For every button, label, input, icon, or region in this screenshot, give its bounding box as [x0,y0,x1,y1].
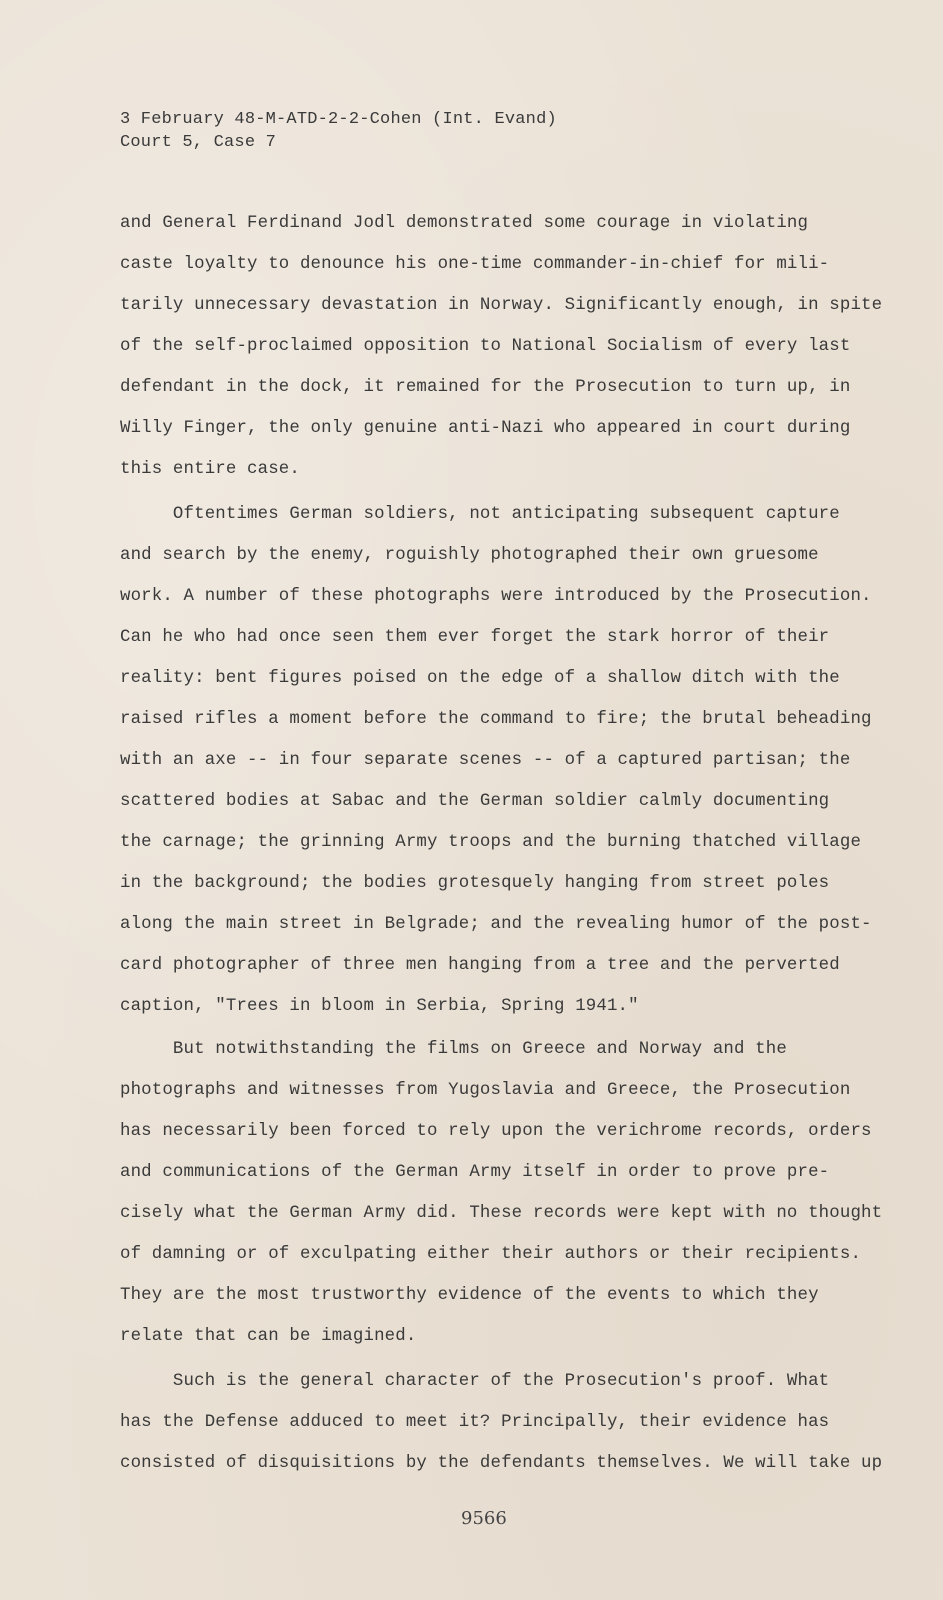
text-line: and communications of the German Army itself in order to prove pre- [120,1163,830,1182]
text-line: defendant in the dock, it remained for the Prosecution to turn up, in [120,378,851,397]
text-line: work. A number of these photographs were introduced by the Prosecution. [120,587,872,606]
text-line: relate that can be imagined. [120,1327,417,1346]
text-line: tarily unnecessary devastation in Norway. Significantly enough, in spite [120,296,883,315]
text-line: caste loyalty to denounce his one-time commander-in-chief for mili- [120,255,830,274]
text-line: and General Ferdinand Jodl demonstrated some courage in violating [120,214,809,233]
text-line: has the Defense adduced to meet it? Principally, their evidence has [120,1413,830,1432]
text-line: along the main street in Belgrade; and the revealing humor of the post- [120,915,872,934]
text-line: Can he who had once seen them ever forget the stark horror of their [120,628,830,647]
text-line: card photographer of three men hanging from a tree and the perverted [120,956,840,975]
text-line: caption, "Trees in bloom in Serbia, Spring 1941." [120,997,639,1016]
text-line: cisely what the German Army did. These records were kept with no thought [120,1204,883,1223]
header-line-2: Court 5, Case 7 [120,133,277,152]
text-line: has necessarily been forced to rely upon the verichrome records, orders [120,1122,872,1141]
text-line: Oftentimes German soldiers, not anticipating subsequent capture [120,505,840,524]
text-line: Willy Finger, the only genuine anti-Nazi who appeared in court during [120,419,851,438]
text-line: the carnage; the grinning Army troops and the burning thatched village [120,833,862,852]
document-header [120,108,557,154]
text-line: Such is the general character of the Prosecution's proof. What [120,1372,830,1391]
header-line-1: 3 February 48-M-ATD-2-2-Cohen (Int. Evand) [120,110,557,129]
text-line: of damning or of exculpating either their authors or their recipients. [120,1245,862,1264]
text-line: this entire case. [120,460,300,479]
text-line: and search by the enemy, roguishly photographed their own gruesome [120,546,819,565]
text-line: But notwithstanding the films on Greece and Norway and the [120,1040,787,1059]
text-line: They are the most trustworthy evidence of the events to which they [120,1286,819,1305]
text-line: scattered bodies at Sabac and the German soldier calmly documenting [120,792,830,811]
page-number: 9566 [461,1508,507,1529]
text-line: in the background; the bodies grotesquely hanging from street poles [120,874,830,893]
text-line: of the self-proclaimed opposition to National Socialism of every last [120,337,851,356]
text-line: consisted of disquisitions by the defendants themselves. We will take up [120,1454,883,1473]
text-line: raised rifles a moment before the command to fire; the brutal beheading [120,710,872,729]
text-line: reality: bent figures poised on the edge of a shallow ditch with the [120,669,840,688]
text-line: with an axe -- in four separate scenes -- of a captured partisan; the [120,751,851,770]
text-line: photographs and witnesses from Yugoslavia and Greece, the Prosecution [120,1081,851,1100]
